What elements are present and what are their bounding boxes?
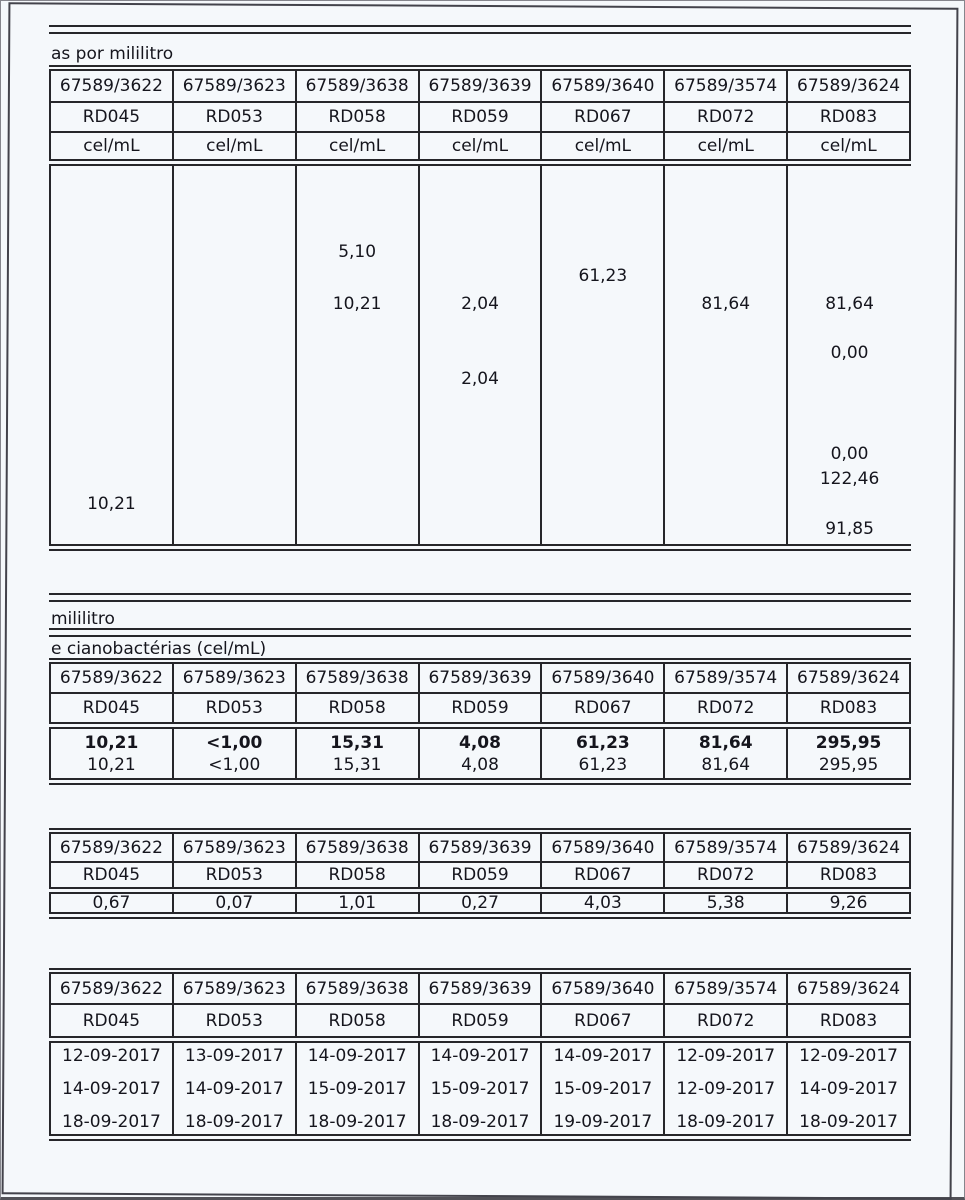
totals-table [49, 658, 911, 785]
measurement-value: 2,04 [461, 294, 499, 314]
rd-code-cell: RD083 [788, 694, 911, 722]
density-cell: 1,01 [297, 894, 420, 912]
result-value: <1,00 [208, 754, 261, 775]
rd-code-cell: RD059 [420, 863, 543, 887]
unit-cell: cel/mL [420, 133, 543, 159]
result-cell [665, 729, 788, 778]
result-cell [420, 729, 543, 778]
divider [49, 887, 911, 894]
measurement-value: 81,64 [825, 294, 874, 314]
count-column-cell [788, 166, 911, 544]
rd-code-cell: RD059 [420, 103, 543, 131]
result-cell [788, 729, 911, 778]
rd-code-cell: RD072 [665, 694, 788, 722]
density-cell: 9,26 [788, 894, 911, 912]
section-label-cyanobacteria: e cianobactérias (cel/mL) [51, 639, 267, 659]
section-rule [49, 593, 911, 602]
sample-id-cell: 67589/3638 [297, 664, 420, 692]
rd-code-cell: RD067 [542, 694, 665, 722]
rd-code-cell: RD067 [542, 103, 665, 131]
sample-id-cell: 67589/3624 [788, 974, 911, 1003]
rd-code-cell: RD067 [542, 1005, 665, 1036]
dates-cell [297, 1043, 420, 1134]
density-cell: 0,07 [174, 894, 297, 912]
count-column-cell [174, 166, 297, 544]
rd-code-row [49, 863, 911, 887]
count-column-cell [665, 166, 788, 544]
rd-code-cell: RD045 [51, 863, 174, 887]
sample-id-cell: 67589/3574 [665, 974, 788, 1003]
rd-code-cell: RD058 [297, 103, 420, 131]
divider [49, 544, 911, 551]
date-value: 14-09-2017 [184, 1079, 284, 1099]
sample-id-cell: 67589/3640 [542, 664, 665, 692]
density-cell: 5,38 [665, 894, 788, 912]
rd-code-cell: RD067 [542, 863, 665, 887]
date-value: 14-09-2017 [62, 1079, 161, 1099]
date-value: 12-09-2017 [676, 1079, 776, 1099]
rd-code-row [49, 694, 911, 722]
result-value-bold: 295,95 [815, 732, 882, 753]
unit-cell: cel/mL [542, 133, 665, 159]
date-value: 12-09-2017 [676, 1046, 776, 1066]
sample-id-cell: 67589/3623 [174, 974, 297, 1003]
date-value: 14-09-2017 [553, 1046, 653, 1066]
rd-code-cell: RD083 [788, 1005, 911, 1036]
dates-cell [665, 1043, 788, 1134]
date-value: 18-09-2017 [799, 1112, 898, 1132]
measurement-value: 81,64 [701, 294, 751, 314]
result-value: 15,31 [332, 754, 382, 775]
result-value-bold: 4,08 [459, 732, 501, 753]
date-value: 18-09-2017 [676, 1112, 776, 1132]
sample-id-row [49, 664, 911, 692]
result-value-bold: <1,00 [206, 732, 263, 753]
measurement-value: 10,21 [332, 294, 382, 314]
result-cell [542, 729, 665, 778]
date-value: 13-09-2017 [184, 1046, 284, 1066]
date-value: 18-09-2017 [430, 1112, 530, 1132]
rd-code-cell: RD083 [788, 103, 911, 131]
measurement-value: 2,04 [461, 369, 499, 389]
section-label-per-ml: as por mililitro [51, 44, 174, 64]
measurement-value: 10,21 [87, 494, 136, 514]
unit-cell: cel/mL [788, 133, 911, 159]
sample-id-cell: 67589/3622 [51, 834, 174, 861]
result-cell [297, 729, 420, 778]
divider [49, 159, 911, 166]
sample-id-cell: 67589/3622 [51, 71, 174, 101]
measurement-value: 91,85 [825, 519, 874, 539]
rd-code-cell: RD045 [51, 1005, 174, 1036]
date-value: 12-09-2017 [799, 1046, 898, 1066]
date-value: 19-09-2017 [553, 1112, 653, 1132]
result-value-bold: 10,21 [84, 732, 139, 753]
rd-code-cell: RD059 [420, 694, 543, 722]
date-value: 14-09-2017 [430, 1046, 530, 1066]
count-column-cell [51, 166, 174, 544]
rd-code-cell: RD072 [665, 863, 788, 887]
date-value: 18-09-2017 [307, 1112, 407, 1132]
sample-id-cell: 67589/3622 [51, 974, 174, 1003]
sample-id-cell: 67589/3574 [665, 834, 788, 861]
rd-code-cell: RD059 [420, 1005, 543, 1036]
sample-id-cell: 67589/3622 [51, 664, 174, 692]
date-value: 15-09-2017 [553, 1079, 653, 1099]
sample-id-row [49, 834, 911, 861]
measurement-value: 61,23 [578, 266, 628, 286]
rd-code-cell: RD053 [174, 1005, 297, 1036]
density-cell: 0,67 [51, 894, 174, 912]
sample-id-cell: 67589/3640 [542, 834, 665, 861]
density-body [49, 894, 911, 912]
rd-code-cell: RD053 [174, 863, 297, 887]
date-value: 14-09-2017 [307, 1046, 407, 1066]
date-value: 15-09-2017 [430, 1079, 530, 1099]
unit-cell: cel/mL [51, 133, 174, 159]
date-value: 18-09-2017 [184, 1112, 284, 1132]
sample-id-cell: 67589/3574 [665, 71, 788, 101]
sample-id-cell: 67589/3640 [542, 974, 665, 1003]
result-value-bold: 15,31 [330, 732, 385, 753]
rd-code-cell: RD072 [665, 1005, 788, 1036]
result-value-bold: 81,64 [698, 732, 753, 753]
measurement-value: 0,00 [830, 444, 869, 464]
sample-id-cell: 67589/3574 [665, 664, 788, 692]
rd-code-row [49, 103, 911, 131]
date-value: 12-09-2017 [62, 1046, 161, 1066]
rd-code-cell: RD058 [297, 1005, 420, 1036]
sample-id-cell: 67589/3638 [297, 834, 420, 861]
result-value: 4,08 [461, 754, 499, 775]
sample-id-cell: 67589/3639 [420, 71, 543, 101]
result-value: 81,64 [701, 754, 751, 775]
date-value: 18-09-2017 [62, 1112, 161, 1132]
sample-id-cell: 67589/3638 [297, 71, 420, 101]
divider [49, 722, 911, 729]
sample-id-cell: 67589/3623 [174, 664, 297, 692]
dates-table [49, 968, 911, 1141]
unit-cell: cel/mL [297, 133, 420, 159]
dates-body [49, 1043, 911, 1134]
sample-id-cell: 67589/3639 [420, 664, 543, 692]
dates-cell [51, 1043, 174, 1134]
sample-id-cell: 67589/3639 [420, 974, 543, 1003]
divider [49, 1134, 911, 1141]
result-value-bold: 61,23 [575, 732, 630, 753]
measurement-value: 122,46 [819, 469, 880, 489]
result-cell [51, 729, 174, 778]
dates-cell [542, 1043, 665, 1134]
sample-id-cell: 67589/3623 [174, 71, 297, 101]
dates-cell [788, 1043, 911, 1134]
dates-cell [174, 1043, 297, 1134]
result-cell [174, 729, 297, 778]
divider [49, 912, 911, 919]
sample-id-cell: 67589/3624 [788, 664, 911, 692]
divider [49, 778, 911, 785]
rd-code-cell: RD058 [297, 863, 420, 887]
rd-code-cell: RD058 [297, 694, 420, 722]
result-value: 295,95 [818, 754, 879, 775]
count-values-body [49, 166, 911, 544]
sample-id-cell: 67589/3624 [788, 834, 911, 861]
measurement-value: 5,10 [338, 242, 377, 262]
rd-code-cell: RD045 [51, 103, 174, 131]
sample-id-row [49, 974, 911, 1003]
sample-id-row [49, 71, 911, 101]
sample-id-cell: 67589/3639 [420, 834, 543, 861]
divider [49, 1036, 911, 1043]
section-rule [49, 628, 911, 637]
rd-code-cell: RD053 [174, 694, 297, 722]
density-cell: 0,27 [420, 894, 543, 912]
rd-code-cell: RD072 [665, 103, 788, 131]
rd-code-cell: RD045 [51, 694, 174, 722]
unit-cell: cel/mL [665, 133, 788, 159]
unit-cell: cel/mL [174, 133, 297, 159]
counts-table [49, 65, 911, 551]
unit-row [49, 133, 911, 159]
count-column-cell [542, 166, 665, 544]
density-table [49, 828, 911, 919]
rd-code-cell: RD083 [788, 863, 911, 887]
sample-id-cell: 67589/3624 [788, 71, 911, 101]
count-column-cell [420, 166, 543, 544]
date-value: 14-09-2017 [799, 1079, 898, 1099]
density-cell: 4,03 [542, 894, 665, 912]
measurement-value: 0,00 [830, 343, 869, 363]
sample-id-cell: 67589/3640 [542, 71, 665, 101]
dates-cell [420, 1043, 543, 1134]
rd-code-row [49, 1005, 911, 1036]
sample-id-cell: 67589/3623 [174, 834, 297, 861]
sample-id-cell: 67589/3638 [297, 974, 420, 1003]
section-label-mililitro: mililitro [51, 609, 115, 629]
date-value: 15-09-2017 [307, 1079, 407, 1099]
top-table-rule [49, 25, 911, 34]
count-column-cell [297, 166, 420, 544]
result-value: 61,23 [578, 754, 628, 775]
result-value: 10,21 [87, 754, 136, 775]
totals-body [49, 729, 911, 778]
rd-code-cell: RD053 [174, 103, 297, 131]
